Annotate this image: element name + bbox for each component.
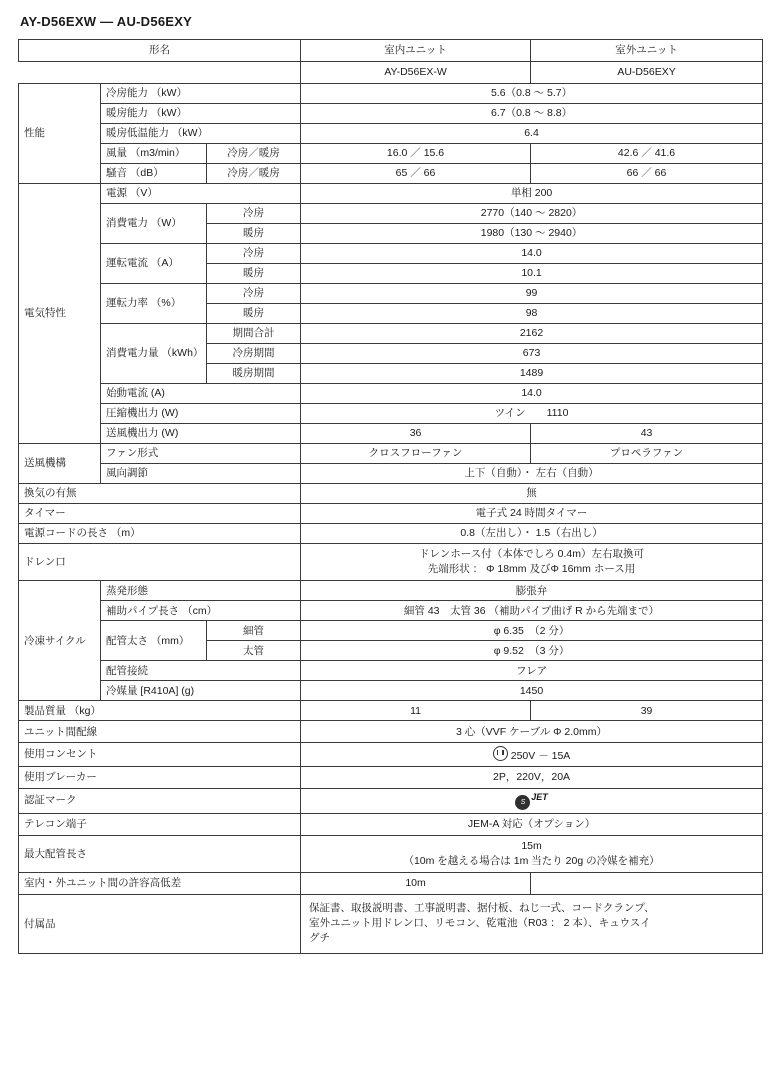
value-accessories <box>301 894 763 953</box>
table-row <box>19 601 763 621</box>
value-aux-pipe-length: 細管 43 太管 36 （補助パイプ曲げ R から先端まで） <box>301 601 763 621</box>
value-running-current-heating: 10.1 <box>301 264 763 284</box>
row-label-refrigerant: 冷媒量 [R410A] (g) <box>101 681 301 701</box>
value-energy-cooling-period: 673 <box>301 344 763 364</box>
table-row <box>19 464 763 484</box>
value-compressor-output: ツイン 1110 <box>301 404 763 424</box>
table-row <box>19 484 763 504</box>
row-label-aux-pipe-length: 補助パイプ長さ （cm） <box>101 601 301 621</box>
specification-table <box>18 39 763 954</box>
value-fan-type-outdoor: プロペラファン <box>531 444 763 464</box>
value-certification <box>301 788 763 813</box>
accessories-line-3: グチ <box>309 932 331 945</box>
sub-label-pipe-thin: 細管 <box>207 621 301 641</box>
value-low-temp-heating: 6.4 <box>301 124 763 144</box>
sub-label-pipe-thick: 太管 <box>207 641 301 661</box>
row-label-product-weight: 製品質量 （kg） <box>19 701 301 721</box>
table-row <box>19 184 763 204</box>
value-cooling-capacity: 5.6（0.8 〜 5.7） <box>301 84 763 104</box>
value-energy-period-total: 2162 <box>301 324 763 344</box>
table-row <box>19 872 763 894</box>
table-row <box>19 721 763 743</box>
row-label-evaporation-type: 蒸発形態 <box>101 581 301 601</box>
row-label-noise: 騒音 （dB） <box>101 164 207 184</box>
value-cord-length: 0.8（左出し）・ 1.5（右出し） <box>301 524 763 544</box>
sub-label-power-factor-heating: 暖房 <box>207 304 301 324</box>
table-header-row <box>19 40 763 62</box>
row-label-power-factor: 運転力率 （%） <box>101 284 207 324</box>
row-label-running-current: 運転電流 （A） <box>101 244 207 284</box>
row-label-compressor-output: 圧縮機出力 (W) <box>101 404 301 424</box>
table-row <box>19 788 763 813</box>
value-drain-port <box>301 544 763 581</box>
value-max-pipe-length <box>301 835 763 872</box>
table-row <box>19 164 763 184</box>
value-telecon: JEM-A 対応（オプション） <box>301 813 763 835</box>
row-label-telecon: テレコン端子 <box>19 813 301 835</box>
sub-label-airflow-volume: 冷房／暖房 <box>207 144 301 164</box>
table-row <box>19 504 763 524</box>
value-fan-type-indoor: クロスフローファン <box>301 444 531 464</box>
value-timer: 電子式 24 時間タイマー <box>301 504 763 524</box>
jet-icon: S <box>515 795 530 810</box>
table-row <box>19 144 763 164</box>
value-product-weight-indoor: 11 <box>301 701 531 721</box>
value-fan-motor-output-indoor: 36 <box>301 424 531 444</box>
max-pipe-length-line-2: （10m を越える場合は 1m 当たり 20g の冷媒を補充） <box>403 854 660 867</box>
value-airflow-volume-indoor: 16.0 ／ 15.6 <box>301 144 531 164</box>
outdoor-unit-header: 室外ユニット <box>531 40 763 62</box>
accessories-line-2: 室外ユニット用ドレン口、リモコン、乾電池（R03 ： 2 本）、キュウスイ <box>309 917 651 930</box>
table-row <box>19 444 763 464</box>
table-row <box>19 581 763 601</box>
value-power-factor-heating: 98 <box>301 304 763 324</box>
table-row <box>19 813 763 835</box>
outlet-text: 250V － 15A <box>510 750 571 763</box>
value-wind-direction: 上下（自動）・ 左右（自動） <box>301 464 763 484</box>
row-label-pipe-size: 配管太さ （mm） <box>101 621 207 661</box>
table-row <box>19 766 763 788</box>
row-label-energy-consumption: 消費電力量 （kWh） <box>101 324 207 384</box>
row-label-pipe-connection: 配管接続 <box>101 661 301 681</box>
model-label: 形名 <box>19 40 301 62</box>
sub-label-running-current-heating: 暖房 <box>207 264 301 284</box>
value-product-weight-outdoor: 39 <box>531 701 763 721</box>
model-number-spacer <box>19 62 301 84</box>
table-row <box>19 621 763 641</box>
value-noise-indoor: 65 ／ 66 <box>301 164 531 184</box>
sub-label-power-consumption-cooling: 冷房 <box>207 204 301 224</box>
row-label-fan-type: ファン形式 <box>101 444 301 464</box>
row-label-starting-current: 始動電流 (A) <box>101 384 301 404</box>
table-row <box>19 204 763 224</box>
group-refrigeration: 冷凍サイクル <box>19 581 101 701</box>
value-power-consumption-cooling: 2770（140 〜 2820） <box>301 204 763 224</box>
table-row <box>19 701 763 721</box>
table-row <box>19 661 763 681</box>
value-outlet <box>301 743 763 766</box>
table-row <box>19 284 763 304</box>
row-label-fan-motor-output: 送風機出力 (W) <box>101 424 301 444</box>
table-row <box>19 84 763 104</box>
value-refrigerant: 1450 <box>301 681 763 701</box>
value-evaporation-type: 膨張弁 <box>301 581 763 601</box>
value-power-factor-cooling: 99 <box>301 284 763 304</box>
value-power-consumption-heating: 1980（130 〜 2940） <box>301 224 763 244</box>
table-row <box>19 894 763 953</box>
value-energy-heating-period: 1489 <box>301 364 763 384</box>
sub-label-energy-heating-period: 暖房期間 <box>207 364 301 384</box>
value-inter-unit-wiring: 3 心（VVF ケーブル Φ 2.0mm） <box>301 721 763 743</box>
max-pipe-length-line-1: 15m <box>521 839 542 852</box>
sub-label-power-factor-cooling: 冷房 <box>207 284 301 304</box>
table-row <box>19 524 763 544</box>
row-label-breaker: 使用ブレーカー <box>19 766 301 788</box>
table-row <box>19 404 763 424</box>
group-electrical: 電気特性 <box>19 184 101 444</box>
row-label-accessories: 付属品 <box>19 894 301 953</box>
indoor-unit-header: 室内ユニット <box>301 40 531 62</box>
row-label-height-difference: 室内・外ユニット間の許容高低差 <box>19 872 301 894</box>
indoor-model-number: AY-D56EX-W <box>301 62 531 84</box>
value-starting-current: 14.0 <box>301 384 763 404</box>
table-row <box>19 835 763 872</box>
row-label-wind-direction: 風向調節 <box>101 464 301 484</box>
table-row <box>19 424 763 444</box>
table-row <box>19 324 763 344</box>
table-row <box>19 104 763 124</box>
row-label-power-source: 電源 （V） <box>101 184 301 204</box>
drain-port-line-2: 先端形状 ： Φ 18mm 及びΦ 16mm ホース用 <box>427 563 636 576</box>
value-pipe-thin: φ 6.35 （2 分） <box>301 621 763 641</box>
value-heating-capacity: 6.7（0.8 〜 8.8） <box>301 104 763 124</box>
sub-label-power-consumption-heating: 暖房 <box>207 224 301 244</box>
outdoor-model-number: AU-D56EXY <box>531 62 763 84</box>
row-label-cooling-capacity: 冷房能力 （kW） <box>101 84 301 104</box>
table-row <box>19 681 763 701</box>
row-label-airflow-volume: 風量 （m3/min） <box>101 144 207 164</box>
drain-port-line-1: ドレンホース付（本体でしろ 0.4m）左右取換可 <box>419 548 645 560</box>
row-label-ventilation: 換気の有無 <box>19 484 301 504</box>
row-label-power-consumption: 消費電力 （W） <box>101 204 207 244</box>
sub-label-running-current-cooling: 冷房 <box>207 244 301 264</box>
row-label-max-pipe-length: 最大配管長さ <box>19 835 301 872</box>
group-performance: 性能 <box>19 84 101 184</box>
row-label-outlet: 使用コンセント <box>19 743 301 766</box>
value-pipe-connection: フレア <box>301 661 763 681</box>
row-label-timer: タイマー <box>19 504 301 524</box>
value-pipe-thick: φ 9.52 （3 分） <box>301 641 763 661</box>
row-label-low-temp-heating: 暖房低温能力 （kW） <box>101 124 301 144</box>
row-label-heating-capacity: 暖房能力 （kW） <box>101 104 301 124</box>
table-row <box>19 544 763 581</box>
row-label-certification: 認証マーク <box>19 788 301 813</box>
sub-label-noise: 冷房／暖房 <box>207 164 301 184</box>
value-running-current-cooling: 14.0 <box>301 244 763 264</box>
row-label-inter-unit-wiring: ユニット間配線 <box>19 721 301 743</box>
page-title: AY-D56EXW — AU-D56EXY <box>20 14 193 29</box>
value-noise-outdoor: 66 ／ 66 <box>531 164 763 184</box>
jet-label: JET <box>531 791 548 802</box>
row-label-drain-port: ドレン口 <box>19 544 301 581</box>
height-difference-empty <box>531 872 763 894</box>
value-airflow-volume-outdoor: 42.6 ／ 41.6 <box>531 144 763 164</box>
value-fan-motor-output-outdoor: 43 <box>531 424 763 444</box>
model-number-row <box>19 62 763 84</box>
accessories-line-1: 保証書、取扱説明書、工事説明書、据付板、ねじ一式、コードクランプ、 <box>309 901 655 914</box>
plug-icon <box>493 746 508 761</box>
value-power-source: 単相 200 <box>301 184 763 204</box>
table-row <box>19 124 763 144</box>
table-row <box>19 244 763 264</box>
table-row <box>19 384 763 404</box>
value-height-difference: 10m <box>301 872 531 894</box>
row-label-cord-length: 電源コードの長さ （m） <box>19 524 301 544</box>
sub-label-energy-cooling-period: 冷房期間 <box>207 344 301 364</box>
group-airflow: 送風機構 <box>19 444 101 484</box>
table-row <box>19 743 763 766</box>
sub-label-energy-period-total: 期間合計 <box>207 324 301 344</box>
value-breaker: 2P，220V，20A <box>301 766 763 788</box>
value-ventilation: 無 <box>301 484 763 504</box>
